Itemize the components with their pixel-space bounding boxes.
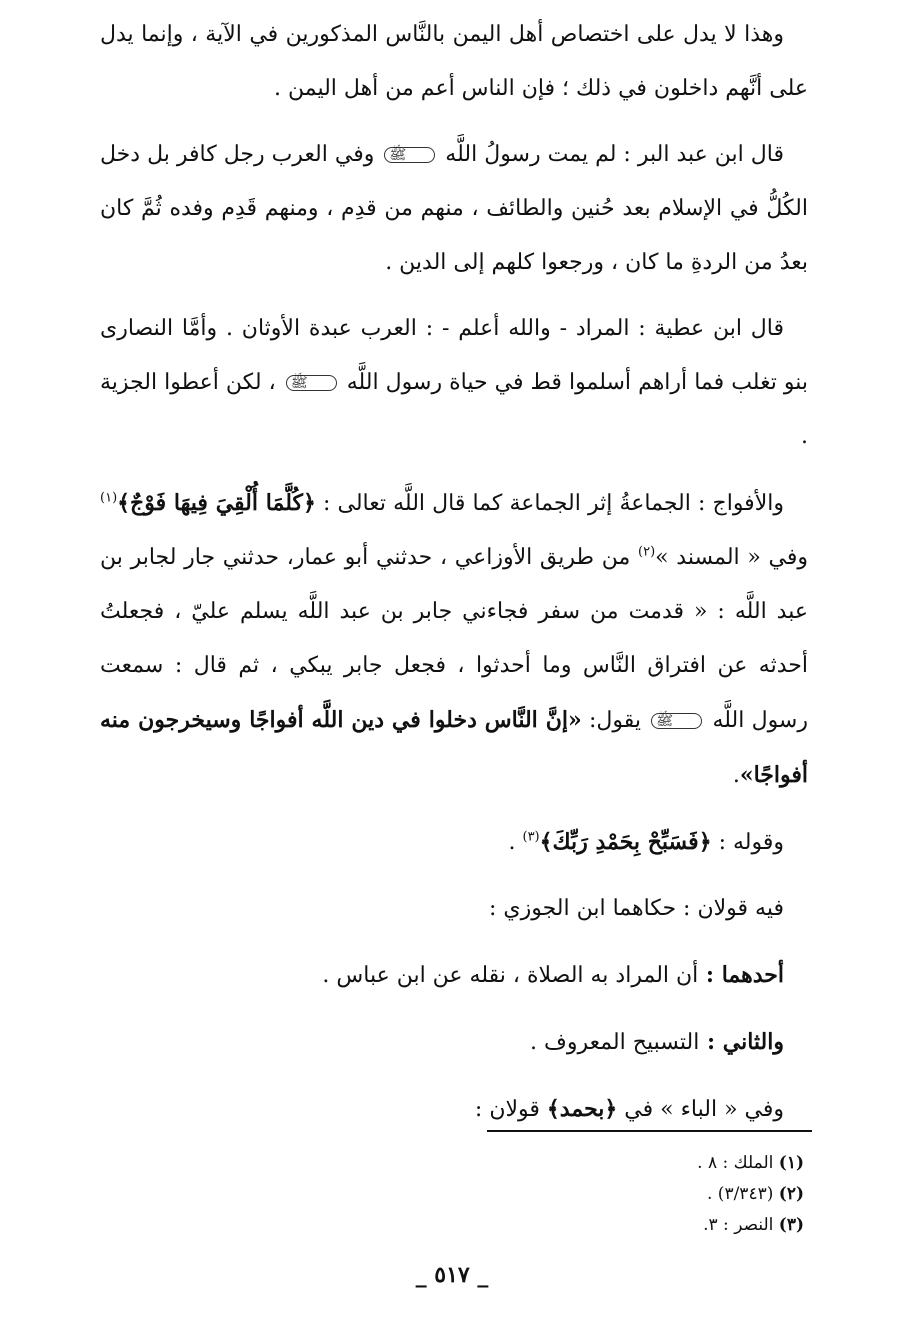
- text-segment: .: [732, 763, 740, 788]
- text-segment: أن المراد به الصلاة ، نقله عن ابن عباس .: [322, 963, 699, 988]
- footnote-text: الملك : ٨ .: [697, 1153, 774, 1173]
- paragraph-p3: [100, 302, 808, 464]
- text-segment: .: [508, 830, 523, 855]
- text-segment: وفي العرب رجل كافر بل دخل الكُلُّ في الإسلام بعد حُنين والطائف ، منهم من قدِم ، ومنهم قَدِم وفده ثُمَّ كان بعدُ من الردةِ ما كان ، ورجعوا كلهم إلى الدين .: [100, 142, 808, 275]
- footnote-line: [404, 1179, 804, 1210]
- footnotes: [404, 1148, 804, 1241]
- page-number: _ ٥١٧ _: [415, 1262, 489, 1288]
- text-segment: وقوله :: [711, 830, 784, 855]
- paragraph-p2: [100, 128, 808, 290]
- emphasized-text: ﴿فَسَبِّحْ بِحَمْدِ رَبِّكَ﴾: [539, 829, 712, 855]
- footnote-text: النصر : ٣.: [703, 1215, 774, 1235]
- text-segment: يقول:: [581, 708, 649, 733]
- paragraph-p7: [100, 948, 784, 1003]
- salutation-glyph: ﷺ: [384, 147, 435, 163]
- text-segment: وفي « الباء » في: [617, 1097, 784, 1122]
- footnote-text: (٣/٣٤٣) .: [707, 1184, 774, 1204]
- paragraph-p1: [100, 8, 808, 116]
- footnote-marker: (٢): [778, 1184, 804, 1204]
- text-segment: التسبيح المعروف .: [530, 1030, 700, 1055]
- footnote-line: [404, 1210, 804, 1241]
- text-segment: وهذا لا يدل على اختصاص أهل اليمن بالنَّاس المذكورين في الآية ، وإنما يدل على أنَّهم داخلون في ذلك ؛ فإن الناس أعم من أهل اليمن .: [100, 22, 808, 101]
- text-segment: قال ابن عبد البر : لم يمت رسولُ اللَّه: [438, 142, 784, 167]
- paragraph-p8: [100, 1015, 784, 1070]
- main-text: [100, 8, 808, 1149]
- footnote-ref: (٢): [638, 544, 656, 560]
- emphasized-text: والثاني :: [699, 1029, 784, 1055]
- emphasized-text: أحدهما :: [698, 962, 784, 988]
- paragraph-p4: [100, 476, 808, 803]
- emphasized-text: ﴿بحمد﴾: [546, 1096, 618, 1122]
- emphasized-text: «إنَّ النَّاس دخلوا في دين اللَّه أفواجًا وسيخرجون منه أفواجًا»: [100, 707, 808, 788]
- text-segment: والأفواج : الجماعةُ إثر الجماعة كما قال اللَّه تعالى :: [315, 491, 784, 516]
- salutation-glyph: ﷺ: [651, 713, 702, 729]
- footnote-line: [404, 1148, 804, 1179]
- paragraph-p6: [100, 882, 784, 936]
- footnote-marker: (١): [778, 1153, 804, 1173]
- text-segment: ، لكن أعطوا الجزية .: [100, 370, 808, 449]
- salutation-glyph: ﷺ: [286, 375, 337, 391]
- emphasized-text: ﴿كُلَّمَا أُلْقِيَ فِيهَا فَوْجٌ﴾: [117, 490, 316, 516]
- text-segment: فيه قولان : حكاهما ابن الجوزي :: [488, 896, 784, 921]
- text-segment: قال ابن عطية : المراد - والله أعلم - : العرب عبدة الأوثان . وأمَّا النصارى بنو تغلب فما أراهم أسلموا قط في حياة رسول اللَّه: [100, 316, 808, 395]
- paragraph-p5: [100, 815, 784, 870]
- text-segment: قولان :: [474, 1097, 547, 1122]
- footnote-ref: (١): [100, 490, 118, 506]
- paragraph-p9: [100, 1082, 784, 1137]
- text-segment: من طريق الأوزاعي ، حدثني أبو عمار، حدثني جار لجابر بن عبد اللَّه : « قدمت من سفر فجاءني جابر بن عبد اللَّه يسلم عليّ ، فجعلتُ أحدثه عن افتراق النَّاس وما أحدثوا ، فجعل جابر يبكي ، ثم قال : سمعت رسول اللَّه: [100, 545, 809, 733]
- footnote-marker: (٣): [778, 1215, 804, 1235]
- footnote-separator: [487, 1130, 812, 1132]
- text-segment: وفي « المسند »: [655, 545, 808, 570]
- footnote-ref: (٣): [522, 829, 540, 845]
